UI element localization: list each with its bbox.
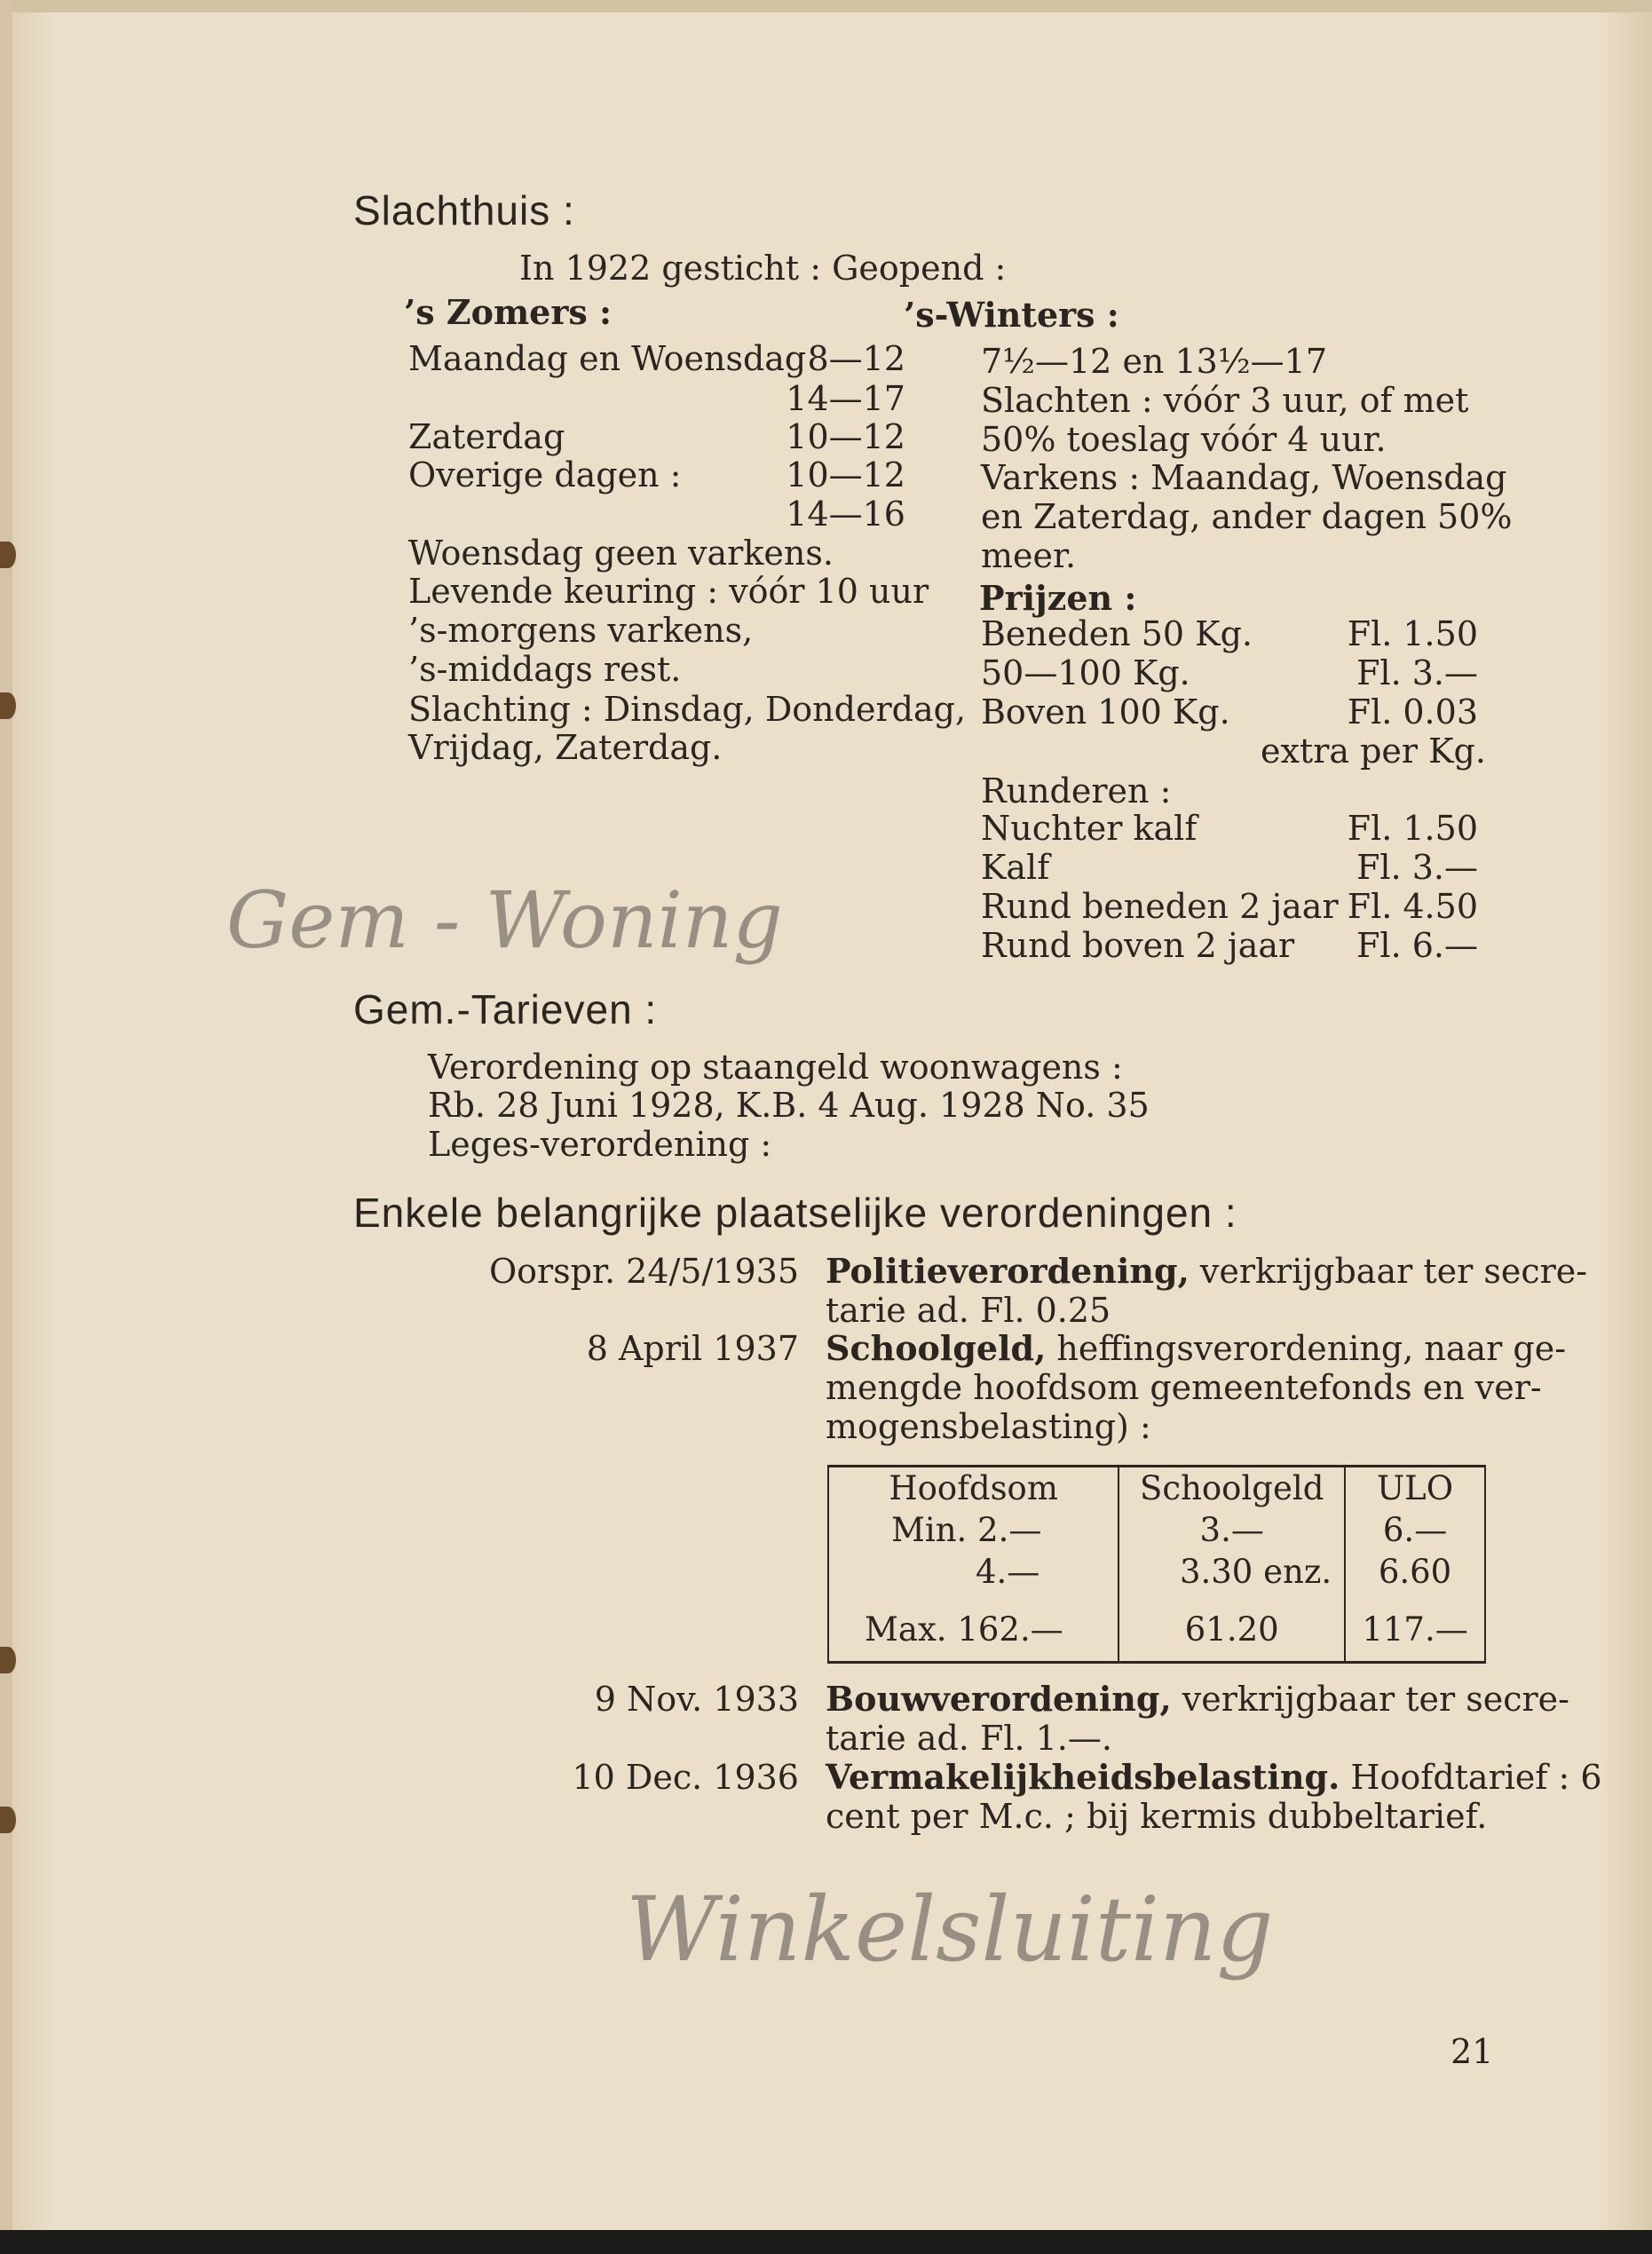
winters-label: ’s-Winters : bbox=[904, 295, 1119, 335]
winters-line: en Zaterdag, ander dagen 50% bbox=[981, 497, 1513, 536]
runderen-value: Fl. 6.— bbox=[1356, 926, 1478, 965]
table-cell: 117.— bbox=[1345, 1609, 1485, 1663]
ordinance-date: 8 April 1937 bbox=[586, 1329, 799, 1368]
ordinance-continuation: mengde hoofdsom gemeentefonds en ver- bbox=[826, 1368, 1542, 1407]
schedule-hours: 10—12 bbox=[786, 455, 905, 494]
schedule-hours: 10—12 bbox=[786, 417, 905, 456]
runderen-label: Kalf bbox=[981, 848, 1050, 887]
table-cell: 3.— bbox=[1118, 1509, 1345, 1551]
section-title-slachthuis: Slachthuis : bbox=[353, 187, 575, 233]
handwritten-note: Gem - Woning bbox=[226, 874, 783, 966]
page-edge-bottom bbox=[0, 2230, 1652, 2254]
table-row bbox=[828, 1509, 1485, 1551]
table-cell: 61.20 bbox=[1118, 1609, 1345, 1663]
handwritten-note: Winkelsluiting bbox=[626, 1878, 1274, 1981]
price-value: Fl. 1.50 bbox=[1347, 614, 1478, 653]
section-title-tarieven: Gem.-Tarieven : bbox=[353, 986, 658, 1032]
founded-line: In 1922 gesticht : Geopend : bbox=[519, 249, 1007, 288]
ordinance-line bbox=[826, 1328, 1567, 1368]
table-cell: 6.— bbox=[1345, 1509, 1485, 1551]
schedule-line: ’s-morgens varkens, bbox=[408, 611, 754, 650]
table-cell: 6.60 bbox=[1345, 1551, 1485, 1609]
table-header: ULO bbox=[1345, 1467, 1485, 1510]
page-edge-top bbox=[0, 0, 1652, 12]
price-label: Beneden 50 Kg. bbox=[981, 614, 1253, 653]
winters-line: 7½—12 en 13½—17 bbox=[981, 342, 1328, 381]
schedule-hours: 14—16 bbox=[786, 494, 905, 534]
ordinance-name: Politieverordening, bbox=[826, 1251, 1190, 1291]
zomers-label: ’s Zomers : bbox=[404, 292, 612, 332]
runderen-label: Nuchter kalf bbox=[981, 809, 1198, 848]
schedule-hours: 8—12 bbox=[807, 339, 905, 378]
table-row bbox=[828, 1609, 1485, 1663]
table-row bbox=[828, 1551, 1485, 1609]
winters-line: Slachten : vóór 3 uur, of met bbox=[981, 381, 1469, 420]
tarieven-line: Verordening op staangeld woonwagens : bbox=[428, 1048, 1123, 1087]
ordinance-continuation: cent per M.c. ; bij kermis dubbeltarief. bbox=[826, 1797, 1488, 1836]
table-cell: 3.30 enz. bbox=[1118, 1551, 1345, 1609]
table-header: Hoofdsom bbox=[828, 1467, 1118, 1510]
runderen-value: Fl. 1.50 bbox=[1347, 809, 1478, 848]
price-value: Fl. 3.— bbox=[1356, 653, 1478, 692]
price-label: Boven 100 Kg. bbox=[981, 692, 1230, 732]
tarieven-line: Rb. 28 Juni 1928, K.B. 4 Aug. 1928 No. 35 bbox=[428, 1086, 1150, 1125]
binding-hole bbox=[0, 692, 16, 719]
prijzen-label: Prijzen : bbox=[979, 578, 1137, 618]
table-cell: 4.— bbox=[828, 1551, 1118, 1609]
page-edge-left bbox=[0, 0, 12, 2254]
schoolgeld-table bbox=[827, 1465, 1486, 1664]
ordinance-continuation: mogensbelasting) : bbox=[826, 1407, 1151, 1446]
schedule-line: Vrijdag, Zaterdag. bbox=[408, 728, 723, 767]
ordinance-continuation: tarie ad. Fl. 0.25 bbox=[826, 1291, 1111, 1330]
ordinance-line bbox=[826, 1679, 1569, 1719]
schedule-line: Maandag en Woensdag bbox=[408, 339, 807, 378]
ordinance-date: 9 Nov. 1933 bbox=[594, 1680, 799, 1719]
winters-line: 50% toeslag vóór 4 uur. bbox=[981, 420, 1387, 459]
ordinance-name: Bouwverordening, bbox=[826, 1679, 1172, 1719]
runderen-value: Fl. 3.— bbox=[1356, 848, 1478, 887]
ordinance-continuation: tarie ad. Fl. 1.—. bbox=[826, 1719, 1112, 1758]
schedule-line: Overige dagen : bbox=[408, 455, 682, 494]
winters-line: meer. bbox=[981, 536, 1077, 575]
table-cell: Min. 2.— bbox=[828, 1509, 1118, 1551]
runderen-label: Rund boven 2 jaar bbox=[981, 926, 1295, 965]
ordinance-name: Schoolgeld, bbox=[826, 1328, 1047, 1368]
ordinance-text: heffingsverordening, naar ge- bbox=[1046, 1329, 1567, 1368]
ordinance-text: verkrijgbaar ter secre- bbox=[1171, 1680, 1569, 1719]
ordinance-text: Hoofdtarief : 6 bbox=[1340, 1758, 1602, 1797]
schedule-line: Zaterdag bbox=[408, 417, 565, 456]
tarieven-line: Leges-verordening : bbox=[428, 1125, 772, 1164]
section-title-verordeningen: Enkele belangrijke plaatselijke verordeningen : bbox=[353, 1190, 1237, 1236]
schedule-line: Slachting : Dinsdag, Donderdag, bbox=[408, 690, 967, 729]
ordinance-name: Vermakelijkheidsbelasting. bbox=[826, 1757, 1340, 1797]
binding-hole bbox=[0, 542, 16, 568]
page-number: 21 bbox=[1450, 2032, 1494, 2071]
table-header: Schoolgeld bbox=[1118, 1467, 1345, 1510]
extra-note: extra per Kg. bbox=[1261, 732, 1486, 771]
schedule-line: Woensdag geen varkens. bbox=[408, 534, 834, 573]
ordinance-date: 10 Dec. 1936 bbox=[572, 1758, 799, 1797]
ordinance-line bbox=[826, 1757, 1602, 1797]
table-header-row bbox=[828, 1467, 1485, 1510]
price-value: Fl. 0.03 bbox=[1347, 692, 1478, 732]
ordinance-line bbox=[826, 1251, 1588, 1291]
ordinance-text: verkrijgbaar ter secre- bbox=[1189, 1252, 1588, 1291]
ordinance-date: Oorspr. 24/5/1935 bbox=[488, 1252, 799, 1291]
winters-line: Varkens : Maandag, Woensdag bbox=[981, 458, 1507, 497]
price-label: 50—100 Kg. bbox=[981, 653, 1190, 692]
runderen-label: Rund beneden 2 jaar bbox=[981, 887, 1339, 926]
schedule-hours: 14—17 bbox=[786, 379, 905, 418]
binding-hole bbox=[0, 1807, 16, 1833]
schedule-line: Levende keuring : vóór 10 uur bbox=[408, 572, 929, 611]
runderen-value: Fl. 4.50 bbox=[1347, 887, 1478, 926]
table-cell: Max. 162.— bbox=[828, 1609, 1118, 1663]
schedule-line: ’s-middags rest. bbox=[408, 650, 682, 689]
runderen-label: Runderen : bbox=[981, 771, 1172, 811]
binding-hole bbox=[0, 1647, 16, 1673]
